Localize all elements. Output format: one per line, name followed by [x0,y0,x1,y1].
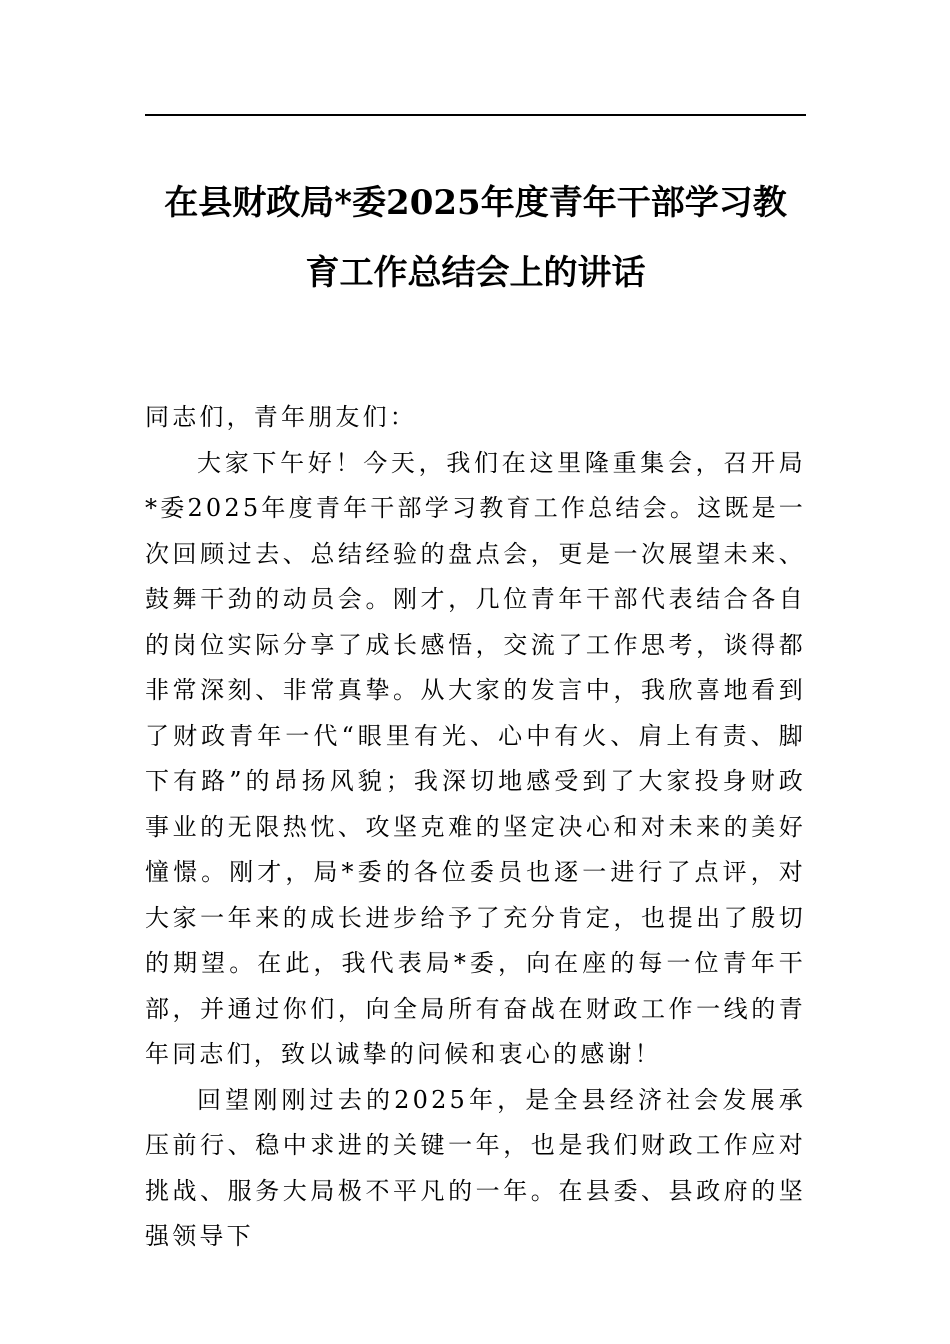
title-line-1: 在县财政局*委2025年度青年干部学习教 [164,183,787,223]
paragraph: 回望刚刚过去的2025年，是全县经济社会发展承压前行、稳中求进的关键一年，也是我们财政工作应对挑战、服务大局极不平凡的一年。在县委、县政府的坚强领导下 [145,1085,806,1250]
document-title [145,168,806,308]
paragraph: 大家下午好！今天，我们在这里隆重集会，召开局*委2025年度青年干部学习教育工作总结会。这既是一次回顾过去、总结经验的盘点会，更是一次展望未来、鼓舞干劲的动员会。刚才，几位青年干部代表结合各自的岗位实际分享了成长感悟，交流了工作思考，谈得都非常深刻、非常真挚。从大家的发言中，我欣喜地看到了财政青年一代“眼里有光、心中有火、肩上有责、脚下有路”的昂扬风貌；我深切地感受到了大家投身财政事业的无限热忱、攻坚克难的坚定决心和对未来的美好憧憬。刚才，局*委的各位委员也逐一进行了点评，对大家一年来的成长进步给予了充分肯定，也提出了殷切的期望。在此，我代表局*委，向在座的每一位青年干部，并通过你们，向全局所有奋战在财政工作一线的青年同志们，致以诚挚的问候和衷心的感谢！ [145,448,806,1068]
header-rule [145,114,806,116]
title-line-2: 育工作总结会上的讲话 [305,253,646,293]
salutation: 同志们，青年朋友们： [145,403,417,431]
document-body [145,395,806,1260]
